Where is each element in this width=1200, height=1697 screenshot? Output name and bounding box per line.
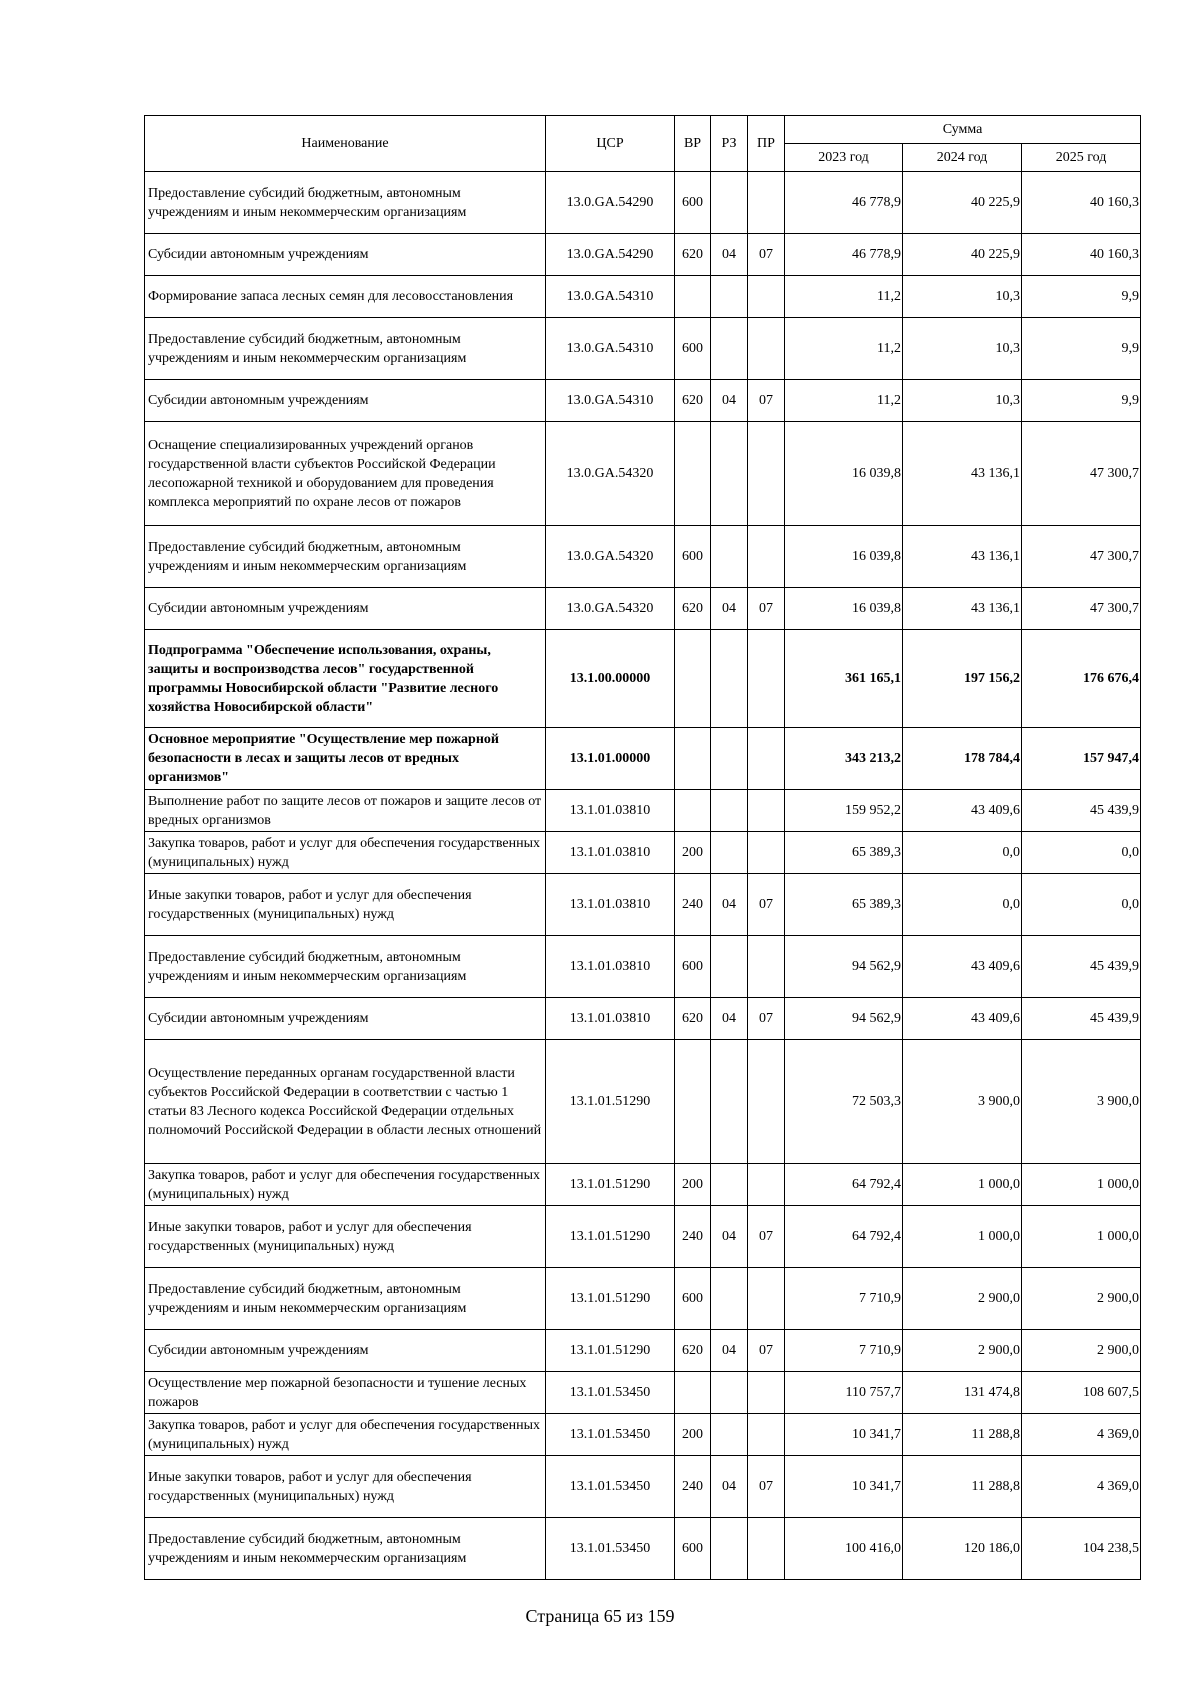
table-row	[145, 728, 1141, 790]
cell-vr: 620	[675, 998, 711, 1040]
cell-2025: 1 000,0	[1022, 1206, 1141, 1268]
cell-vr: 600	[675, 1518, 711, 1580]
cell-2025: 0,0	[1022, 874, 1141, 936]
table-row	[145, 1518, 1141, 1580]
table-row	[145, 1372, 1141, 1414]
table-row	[145, 172, 1141, 234]
cell-rz	[711, 1372, 748, 1414]
cell-2023: 64 792,4	[785, 1164, 903, 1206]
cell-2023: 7 710,9	[785, 1330, 903, 1372]
cell-pr: 07	[748, 1330, 785, 1372]
cell-pr: 07	[748, 874, 785, 936]
table-row	[145, 1456, 1141, 1518]
cell-vr	[675, 422, 711, 526]
cell-2024: 40 225,9	[903, 172, 1022, 234]
cell-csr: 13.1.01.51290	[546, 1164, 675, 1206]
cell-csr: 13.1.01.51290	[546, 1268, 675, 1330]
cell-rz	[711, 318, 748, 380]
cell-2025: 2 900,0	[1022, 1268, 1141, 1330]
cell-pr	[748, 422, 785, 526]
cell-rz: 04	[711, 380, 748, 422]
cell-name: Предоставление субсидий бюджетным, автономным учреждениям и иным некоммерческим организациям	[145, 936, 546, 998]
header-vr: ВР	[675, 116, 711, 172]
table-row	[145, 234, 1141, 276]
cell-vr: 620	[675, 380, 711, 422]
cell-2024: 2 900,0	[903, 1330, 1022, 1372]
cell-2024: 120 186,0	[903, 1518, 1022, 1580]
cell-csr: 13.1.01.51290	[546, 1206, 675, 1268]
cell-vr	[675, 728, 711, 790]
cell-csr: 13.1.00.00000	[546, 630, 675, 728]
header-2025: 2025 год	[1022, 144, 1141, 172]
cell-vr: 200	[675, 832, 711, 874]
cell-2024: 43 409,6	[903, 936, 1022, 998]
cell-vr: 600	[675, 318, 711, 380]
cell-2023: 46 778,9	[785, 172, 903, 234]
cell-2025: 157 947,4	[1022, 728, 1141, 790]
cell-2024: 3 900,0	[903, 1040, 1022, 1164]
cell-2025: 1 000,0	[1022, 1164, 1141, 1206]
header-2024: 2024 год	[903, 144, 1022, 172]
cell-2024: 178 784,4	[903, 728, 1022, 790]
cell-pr	[748, 1372, 785, 1414]
cell-vr: 240	[675, 1206, 711, 1268]
cell-vr: 200	[675, 1414, 711, 1456]
cell-2023: 65 389,3	[785, 874, 903, 936]
cell-name: Осуществление переданных органам государственной власти субъектов Российской Федерации в соответствии с частью 1 статьи 83 Лесного кодекса Российской Федерации отдельных полномочий Российской Федерации в области лесных отношений	[145, 1040, 546, 1164]
cell-2024: 10,3	[903, 318, 1022, 380]
cell-csr: 13.1.01.51290	[546, 1330, 675, 1372]
cell-csr: 13.1.01.03810	[546, 936, 675, 998]
cell-name: Субсидии автономным учреждениям	[145, 1330, 546, 1372]
cell-pr	[748, 172, 785, 234]
cell-vr: 620	[675, 1330, 711, 1372]
table-row	[145, 526, 1141, 588]
cell-2025: 0,0	[1022, 832, 1141, 874]
cell-name: Осуществление мер пожарной безопасности и тушение лесных пожаров	[145, 1372, 546, 1414]
cell-2025: 47 300,7	[1022, 422, 1141, 526]
cell-pr	[748, 1268, 785, 1330]
cell-pr: 07	[748, 1206, 785, 1268]
cell-rz: 04	[711, 234, 748, 276]
table-row	[145, 1040, 1141, 1164]
cell-name: Субсидии автономным учреждениям	[145, 234, 546, 276]
cell-csr: 13.1.01.53450	[546, 1414, 675, 1456]
cell-2024: 131 474,8	[903, 1372, 1022, 1414]
cell-2024: 43 409,6	[903, 790, 1022, 832]
table-row	[145, 1206, 1141, 1268]
cell-2025: 47 300,7	[1022, 588, 1141, 630]
cell-name: Иные закупки товаров, работ и услуг для обеспечения государственных (муниципальных) нужд	[145, 1456, 546, 1518]
cell-2023: 11,2	[785, 318, 903, 380]
cell-csr: 13.1.01.03810	[546, 790, 675, 832]
cell-pr: 07	[748, 234, 785, 276]
cell-name: Подпрограмма "Обеспечение использования, охраны, защиты и воспроизводства лесов" государственной программы Новосибирской области "Развитие лесного хозяйства Новосибирской области"	[145, 630, 546, 728]
table-row	[145, 1268, 1141, 1330]
table-row	[145, 998, 1141, 1040]
table-row	[145, 318, 1141, 380]
cell-vr: 240	[675, 874, 711, 936]
cell-csr: 13.0.GA.54310	[546, 380, 675, 422]
cell-vr: 600	[675, 936, 711, 998]
budget-table	[144, 115, 1141, 1580]
cell-2025: 45 439,9	[1022, 998, 1141, 1040]
table-row	[145, 380, 1141, 422]
cell-name: Закупка товаров, работ и услуг для обеспечения государственных (муниципальных) нужд	[145, 1164, 546, 1206]
cell-name: Закупка товаров, работ и услуг для обеспечения государственных (муниципальных) нужд	[145, 1414, 546, 1456]
cell-2025: 4 369,0	[1022, 1414, 1141, 1456]
cell-csr: 13.1.01.51290	[546, 1040, 675, 1164]
cell-2023: 16 039,8	[785, 526, 903, 588]
cell-2023: 110 757,7	[785, 1372, 903, 1414]
cell-pr	[748, 790, 785, 832]
cell-2023: 11,2	[785, 380, 903, 422]
cell-pr	[748, 630, 785, 728]
cell-2024: 43 136,1	[903, 588, 1022, 630]
cell-csr: 13.0.GA.54310	[546, 318, 675, 380]
table-row	[145, 1330, 1141, 1372]
cell-2023: 94 562,9	[785, 936, 903, 998]
cell-csr: 13.0.GA.54290	[546, 234, 675, 276]
cell-rz: 04	[711, 1206, 748, 1268]
cell-csr: 13.1.01.00000	[546, 728, 675, 790]
cell-rz: 04	[711, 1456, 748, 1518]
cell-csr: 13.0.GA.54290	[546, 172, 675, 234]
cell-pr: 07	[748, 1456, 785, 1518]
cell-pr: 07	[748, 998, 785, 1040]
cell-pr	[748, 1040, 785, 1164]
cell-pr	[748, 1518, 785, 1580]
cell-vr: 600	[675, 1268, 711, 1330]
cell-2025: 4 369,0	[1022, 1456, 1141, 1518]
header-pr: ПР	[748, 116, 785, 172]
cell-2024: 11 288,8	[903, 1456, 1022, 1518]
cell-name: Субсидии автономным учреждениям	[145, 998, 546, 1040]
cell-rz	[711, 1414, 748, 1456]
cell-2024: 11 288,8	[903, 1414, 1022, 1456]
cell-vr: 620	[675, 588, 711, 630]
cell-2023: 16 039,8	[785, 588, 903, 630]
header-2023: 2023 год	[785, 144, 903, 172]
cell-2023: 11,2	[785, 276, 903, 318]
table-row	[145, 1164, 1141, 1206]
cell-2023: 159 952,2	[785, 790, 903, 832]
cell-pr	[748, 276, 785, 318]
cell-rz	[711, 630, 748, 728]
table-row	[145, 832, 1141, 874]
cell-name: Предоставление субсидий бюджетным, автономным учреждениям и иным некоммерческим организациям	[145, 318, 546, 380]
cell-csr: 13.1.01.03810	[546, 998, 675, 1040]
cell-2024: 197 156,2	[903, 630, 1022, 728]
cell-2023: 72 503,3	[785, 1040, 903, 1164]
cell-2023: 65 389,3	[785, 832, 903, 874]
cell-name: Субсидии автономным учреждениям	[145, 380, 546, 422]
cell-vr: 620	[675, 234, 711, 276]
cell-2025: 104 238,5	[1022, 1518, 1141, 1580]
table-body	[145, 172, 1141, 1580]
table-header	[145, 116, 1141, 172]
cell-rz	[711, 832, 748, 874]
cell-2024: 10,3	[903, 276, 1022, 318]
cell-pr: 07	[748, 380, 785, 422]
cell-vr	[675, 1040, 711, 1164]
cell-csr: 13.1.01.03810	[546, 874, 675, 936]
cell-2025: 3 900,0	[1022, 1040, 1141, 1164]
table-row	[145, 588, 1141, 630]
cell-2023: 46 778,9	[785, 234, 903, 276]
cell-pr	[748, 1164, 785, 1206]
cell-2025: 9,9	[1022, 380, 1141, 422]
cell-2023: 64 792,4	[785, 1206, 903, 1268]
cell-rz	[711, 936, 748, 998]
cell-2025: 40 160,3	[1022, 234, 1141, 276]
cell-vr	[675, 630, 711, 728]
cell-2025: 47 300,7	[1022, 526, 1141, 588]
cell-pr	[748, 936, 785, 998]
cell-vr	[675, 276, 711, 318]
cell-vr: 600	[675, 526, 711, 588]
cell-rz: 04	[711, 874, 748, 936]
table-row	[145, 630, 1141, 728]
cell-pr	[748, 1414, 785, 1456]
table-row	[145, 276, 1141, 318]
cell-2023: 361 165,1	[785, 630, 903, 728]
cell-csr: 13.0.GA.54310	[546, 276, 675, 318]
table-row	[145, 790, 1141, 832]
cell-2025: 108 607,5	[1022, 1372, 1141, 1414]
table-row	[145, 936, 1141, 998]
cell-2023: 16 039,8	[785, 422, 903, 526]
cell-rz	[711, 1268, 748, 1330]
cell-2023: 100 416,0	[785, 1518, 903, 1580]
table-row	[145, 874, 1141, 936]
cell-rz	[711, 1040, 748, 1164]
cell-2025: 9,9	[1022, 276, 1141, 318]
cell-2024: 43 136,1	[903, 526, 1022, 588]
cell-rz: 04	[711, 588, 748, 630]
cell-csr: 13.0.GA.54320	[546, 588, 675, 630]
cell-csr: 13.0.GA.54320	[546, 526, 675, 588]
cell-2023: 343 213,2	[785, 728, 903, 790]
cell-2024: 43 136,1	[903, 422, 1022, 526]
cell-rz	[711, 1518, 748, 1580]
cell-name: Предоставление субсидий бюджетным, автономным учреждениям и иным некоммерческим организациям	[145, 1268, 546, 1330]
cell-2024: 0,0	[903, 832, 1022, 874]
cell-name: Предоставление субсидий бюджетным, автономным учреждениям и иным некоммерческим организациям	[145, 1518, 546, 1580]
cell-pr	[748, 318, 785, 380]
header-csr: ЦСР	[546, 116, 675, 172]
header-name: Наименование	[145, 116, 546, 172]
cell-2024: 0,0	[903, 874, 1022, 936]
table-row	[145, 1414, 1141, 1456]
page-number: Страница 65 из 159	[525, 1606, 675, 1626]
cell-rz: 04	[711, 1330, 748, 1372]
cell-vr: 600	[675, 172, 711, 234]
cell-2025: 2 900,0	[1022, 1330, 1141, 1372]
cell-2024: 1 000,0	[903, 1206, 1022, 1268]
cell-2023: 7 710,9	[785, 1268, 903, 1330]
cell-2025: 176 676,4	[1022, 630, 1141, 728]
cell-name: Иные закупки товаров, работ и услуг для обеспечения государственных (муниципальных) нужд	[145, 874, 546, 936]
cell-2023: 94 562,9	[785, 998, 903, 1040]
cell-csr: 13.1.01.53450	[546, 1518, 675, 1580]
cell-csr: 13.1.01.53450	[546, 1372, 675, 1414]
cell-rz	[711, 172, 748, 234]
cell-vr	[675, 790, 711, 832]
cell-2025: 9,9	[1022, 318, 1141, 380]
cell-2025: 45 439,9	[1022, 790, 1141, 832]
cell-2024: 1 000,0	[903, 1164, 1022, 1206]
cell-rz	[711, 1164, 748, 1206]
cell-name: Закупка товаров, работ и услуг для обеспечения государственных (муниципальных) нужд	[145, 832, 546, 874]
table-row	[145, 422, 1141, 526]
cell-rz	[711, 422, 748, 526]
cell-pr: 07	[748, 588, 785, 630]
cell-2023: 10 341,7	[785, 1456, 903, 1518]
cell-2024: 40 225,9	[903, 234, 1022, 276]
cell-rz	[711, 790, 748, 832]
cell-rz	[711, 276, 748, 318]
cell-rz	[711, 526, 748, 588]
cell-csr: 13.0.GA.54320	[546, 422, 675, 526]
cell-name: Предоставление субсидий бюджетным, автономным учреждениям и иным некоммерческим организациям	[145, 172, 546, 234]
cell-csr: 13.1.01.03810	[546, 832, 675, 874]
cell-2024: 43 409,6	[903, 998, 1022, 1040]
cell-name: Иные закупки товаров, работ и услуг для обеспечения государственных (муниципальных) нужд	[145, 1206, 546, 1268]
header-rz: РЗ	[711, 116, 748, 172]
cell-rz: 04	[711, 998, 748, 1040]
cell-2024: 2 900,0	[903, 1268, 1022, 1330]
cell-2024: 10,3	[903, 380, 1022, 422]
cell-2025: 40 160,3	[1022, 172, 1141, 234]
cell-rz	[711, 728, 748, 790]
cell-vr	[675, 1372, 711, 1414]
cell-pr	[748, 728, 785, 790]
cell-name: Субсидии автономным учреждениям	[145, 588, 546, 630]
cell-name: Оснащение специализированных учреждений органов государственной власти субъектов Российской Федерации лесопожарной техникой и оборудованием для проведения комплекса мероприятий по охране лесов от пожаров	[145, 422, 546, 526]
cell-name: Предоставление субсидий бюджетным, автономным учреждениям и иным некоммерческим организациям	[145, 526, 546, 588]
cell-name: Формирование запаса лесных семян для лесовосстановления	[145, 276, 546, 318]
header-sum: Сумма	[785, 116, 1141, 144]
cell-2025: 45 439,9	[1022, 936, 1141, 998]
cell-pr	[748, 832, 785, 874]
cell-csr: 13.1.01.53450	[546, 1456, 675, 1518]
cell-vr: 240	[675, 1456, 711, 1518]
cell-vr: 200	[675, 1164, 711, 1206]
cell-pr	[748, 526, 785, 588]
cell-name: Основное мероприятие "Осуществление мер пожарной безопасности в лесах и защиты лесов от вредных организмов"	[145, 728, 546, 790]
cell-name: Выполнение работ по защите лесов от пожаров и защите лесов от вредных организмов	[145, 790, 546, 832]
cell-2023: 10 341,7	[785, 1414, 903, 1456]
